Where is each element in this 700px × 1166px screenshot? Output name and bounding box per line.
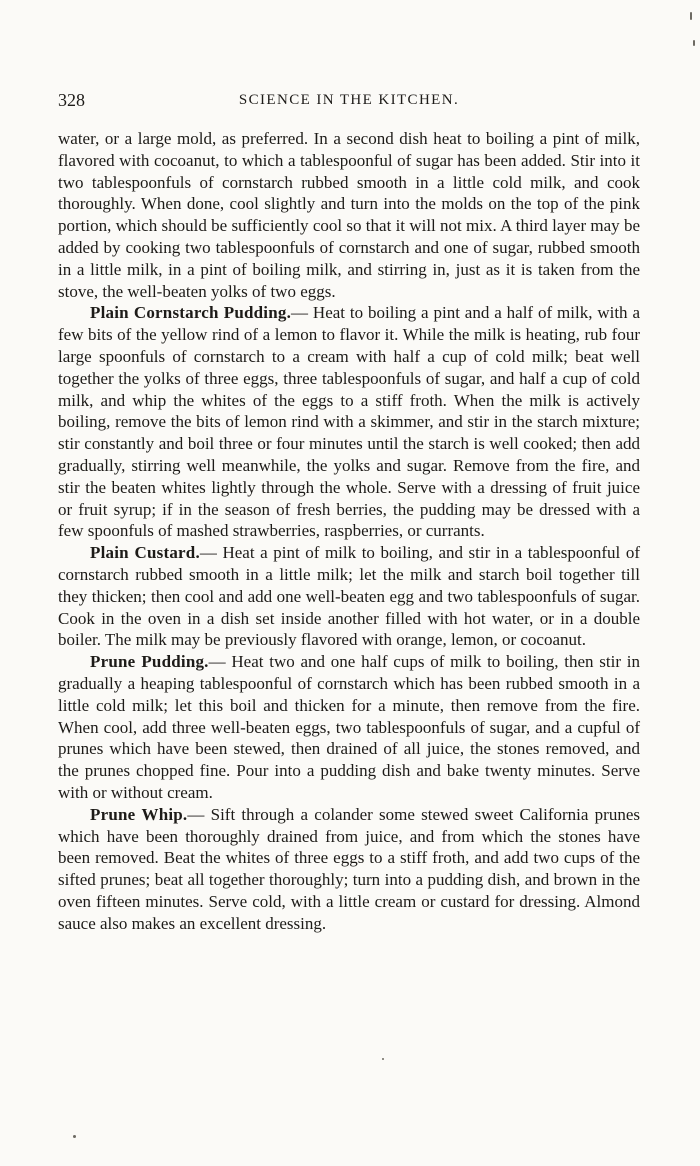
scan-speck — [382, 1058, 384, 1060]
paragraph-text: water, or a large mold, as preferred. In a second dish heat to boiling a pint of milk, flavored with cocoanut, to which a tablespoonful of sugar has been added. Stir into it two tablespoonfuls of cornstarch rubbed smooth in a little cold milk, and cook thoroughly. When done, cool slightly and turn into the molds on the top of the pink portion, which should be sufficiently cool so that it will not mix. A third layer may be added by cooking two tablespoonfuls of cornstarch and one of sugar, rubbed smooth in a little milk, in a pint of boiling milk, and stirring in, just as it is taken from the stove, the well-beaten yolks of two eggs. — [58, 129, 640, 301]
page-body — [58, 128, 640, 934]
page-header — [58, 90, 640, 114]
paragraph-continuation — [58, 128, 640, 302]
recipe-text: — Heat two and one half cups of milk to boiling, then stir in gradually a heaping tablespoonful of cornstarch which has been rubbed smooth in a little cold milk; let this boil and thicken for a minute, then remove from the fire. When cool, add three well-beaten eggs, two tablespoonfuls of sugar, and a cupful of prunes which have been stewed, then drained of all juice, the stones removed, and the prunes chopped fine. Pour into a pudding dish and bake twenty minutes. Serve with or without cream. — [58, 652, 640, 802]
recipe-plain-custard — [58, 542, 640, 651]
recipe-heading: Prune Whip. — [90, 804, 188, 824]
recipe-text: — Heat to boiling a pint and a half of milk, with a few bits of the yellow rind of a lemon to flavor it. While the milk is heating, rub four large spoonfuls of cornstarch to a cream with half a cup of cold milk; beat well together the yolks of three eggs, three tablespoonfuls of sugar, and half a cup of cold milk, and whip the whites of the eggs to a stiff froth. When the milk is actively boiling, remove the bits of lemon rind with a skimmer, and stir in the starch mixture; stir constantly and boil three or four minutes until the starch is well cooked; then add gradually, stirring well meanwhile, the yolks and sugar. Remove from the fire, and stir the beaten whites lightly through the whole. Serve with a dressing of fruit juice or fruit syrup; if in the season of fresh berries, the pudding may be dressed with a few spoonfuls of mashed strawberries, raspberries, or currants. — [58, 303, 640, 541]
recipe-prune-whip — [58, 804, 640, 935]
page-number: 328 — [58, 90, 85, 110]
recipe-text: — Heat a pint of milk to boiling, and stir in a tablespoonful of cornstarch rubbed smooth in a little milk; let the milk and starch boil together till they thicken; then cool and add one well-beaten egg and two tablespoonfuls of sugar. Cook in the oven in a dish set inside another filled with hot water, or in a double boiler. The milk may be previously flavored with orange, lemon, or cocoanut. — [58, 543, 640, 650]
recipe-prune-pudding — [58, 651, 640, 804]
recipe-heading: Plain Custard. — [90, 543, 200, 563]
scan-speck — [690, 12, 692, 20]
recipe-plain-cornstarch-pudding — [58, 302, 640, 542]
recipe-text: — Sift through a colander some stewed sweet California prunes which have been thoroughly drained from juice, and from which the stones have been removed. Beat the whites of three eggs to a stiff froth, and add two cups of the sifted prunes; beat all together thoroughly; turn into a pudding dish, and brown in the oven fifteen minutes. Serve cold, with a little cream or custard for dressing. Almond sauce also makes an excellent dressing. — [58, 804, 640, 933]
scan-speck — [693, 40, 695, 46]
recipe-heading: Plain Cornstarch Pudding. — [90, 303, 292, 323]
scan-speck — [73, 1135, 76, 1138]
recipe-heading: Prune Pudding. — [90, 652, 209, 672]
running-head: SCIENCE IN THE KITCHEN. — [238, 92, 460, 108]
